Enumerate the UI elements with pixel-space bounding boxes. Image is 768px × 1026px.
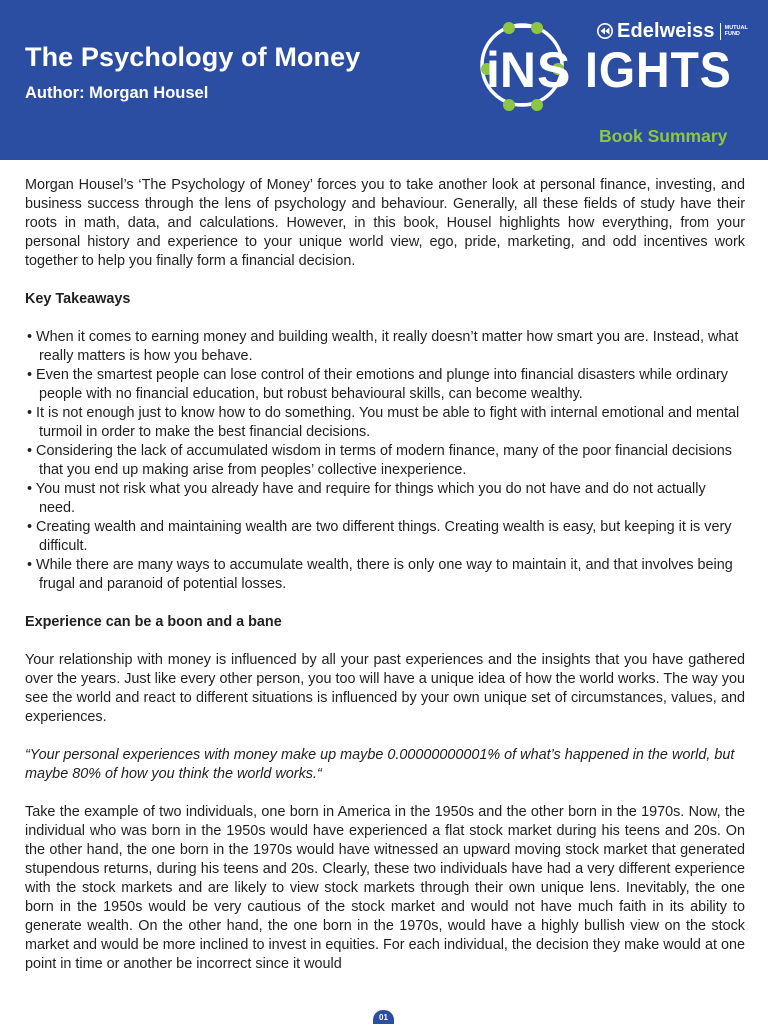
list-item: • Considering the lack of accumulated wisdom in terms of modern finance, many of the poor financial decisions that you end up making arise from peoples’ collective inexperience. <box>27 443 732 478</box>
bullet: • <box>27 519 33 535</box>
bullet: • <box>27 367 33 383</box>
author-line: Author: Morgan Housel <box>25 84 209 102</box>
brand-mutual-label: MUTUAL <box>724 24 748 31</box>
insights-logo-text: IGHTS <box>585 42 732 98</box>
document-body <box>25 176 745 993</box>
brand-divider <box>720 23 721 40</box>
edelweiss-brand <box>597 20 748 42</box>
insights-ns-letters: NS <box>499 42 572 98</box>
brand-fund-label: FUND <box>724 31 740 37</box>
bullet: • <box>27 405 33 421</box>
experience-quote: “Your personal experiences with money make up maybe 0.00000000001% of what’s happened in the world, but maybe 80% of how you think the world works.“ <box>25 747 735 782</box>
experience-heading: Experience can be a boon and a bane <box>25 614 282 630</box>
list-item: • It is not enough just to know how to do something. You must be able to fight with internal emotional and mental turmoil in order to make the best financial decisions. <box>27 405 740 440</box>
bullet: • <box>27 329 33 345</box>
brand-mutual-fund <box>725 25 748 38</box>
brand-name: Edelweiss <box>617 19 715 42</box>
list-item: • Creating wealth and maintaining wealth are two different things. Creating wealth is easy, but keeping it is very difficult. <box>27 519 732 554</box>
list-item: • When it comes to earning money and building wealth, it really doesn’t matter how smart you are. Instead, what really matters is how you behave. <box>27 329 739 364</box>
key-takeaways-heading: Key Takeaways <box>25 291 131 307</box>
book-summary-label: Book Summary <box>599 126 728 146</box>
intro-paragraph: Morgan Housel’s ‘The Psychology of Money’ forces you to take another look at personal finance, investing, and business success through the lens of psychology and behaviour. Generally, all these fields of study have their roots in math, data, and calculations. However, in this book, Housel highlights how everything, from your personal history and experience to your unique world view, ego, pride, marketing, and odd incentives work together to help you finally form a financial decision. <box>25 177 745 269</box>
experience-paragraph-1: Your relationship with money is influenced by all your past experiences and the insights that you have gathered over the years. Just like every other person, you too will have a unique idea of how the world works. The way you see the world and react to different situations is influenced by your own unique set of circumstances, values, and experiences. <box>25 652 745 725</box>
edelweiss-logo-icon <box>597 23 613 39</box>
page-number-badge: 01 <box>373 1010 394 1024</box>
list-item: • You must not risk what you already have and require for things which you do not have and do not actually need. <box>27 481 706 516</box>
key-takeaways-list <box>25 328 745 594</box>
bullet: • <box>27 443 33 459</box>
insights-logo-prefix <box>486 41 571 99</box>
list-item: • Even the smartest people can lose control of their emotions and plunge into financial disasters while ordinary people with no financial education, but robust behavioural skills, can become wealthy. <box>27 367 728 402</box>
bullet: • <box>27 557 33 573</box>
page-title: The Psychology of Money <box>25 42 361 72</box>
experience-paragraph-2: Take the example of two individuals, one born in America in the 1950s and the other born in the 1970s. Now, the individual who was born in the 1950s would have experienced a flat stock market during his teens and 20s. On the other hand, the one born in the 1970s would have witnessed an upward moving stock market that generated stupendous returns, during his teens and 20s. Clearly, these two individuals have had a very different experience with the stock markets and are likely to view stock markets through their own unique lens. Inevitably, the one born in the 1950s would be very cautious of the stock market and would not have much faith in its ability to generate wealth. On the other hand, the one born in the 1970s, would have a highly bullish view on the stock market and would be more inclined to invest in equities. For each individual, the decision they make would at one point in time or another be incorrect since it would <box>25 804 745 972</box>
list-item: • While there are many ways to accumulate wealth, there is only one way to maintain it, and that involves being frugal and paranoid of potential losses. <box>27 557 733 592</box>
insights-i-letter: i <box>486 42 500 98</box>
header-banner <box>0 0 768 160</box>
bullet: • <box>27 481 33 497</box>
